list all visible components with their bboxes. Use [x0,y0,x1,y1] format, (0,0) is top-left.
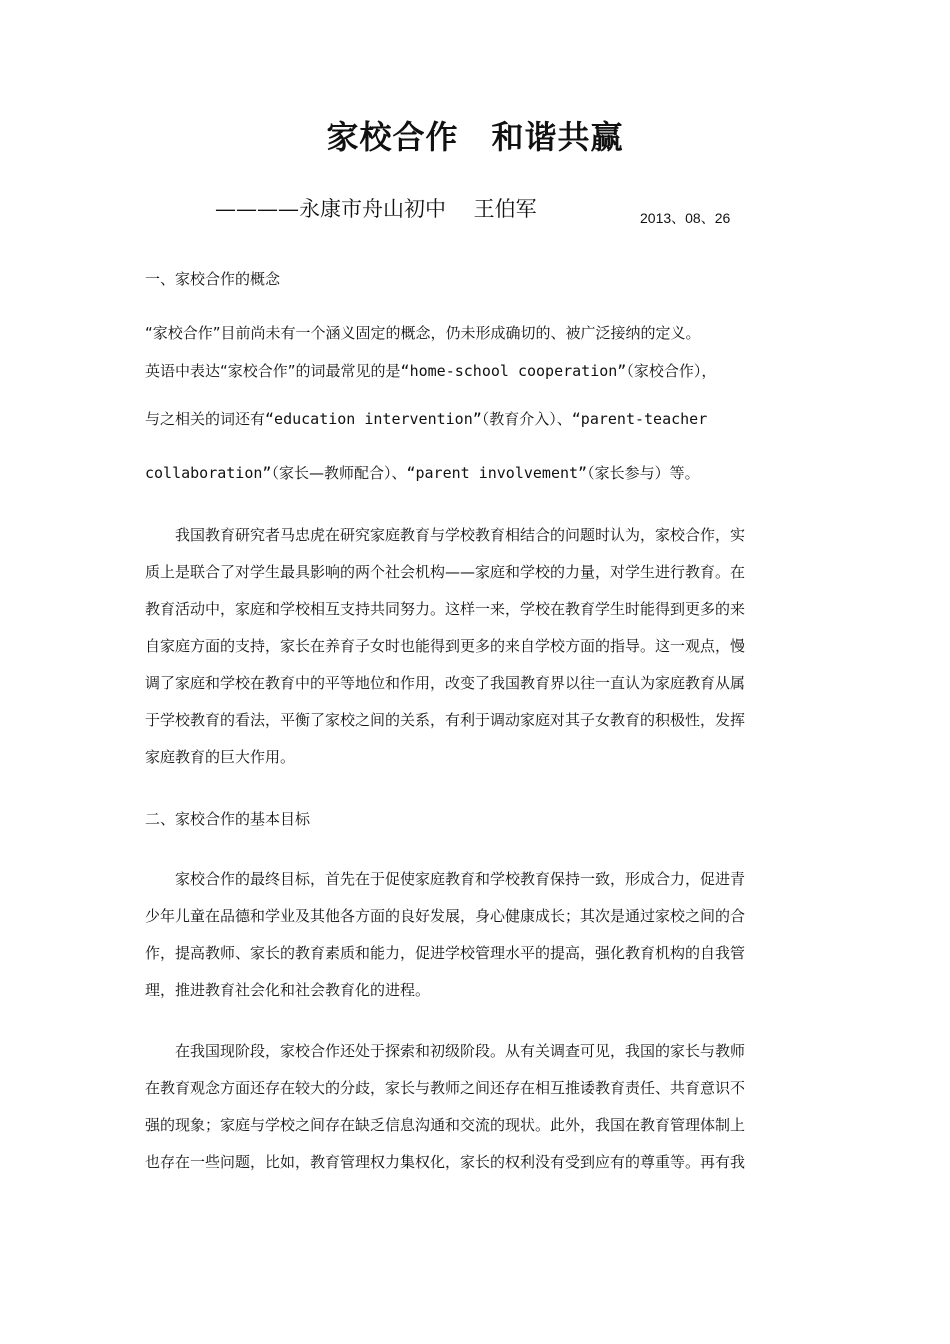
paragraph-2-line: 自家庭方面的支持，家长在养育子女时也能得到更多的来自学校方面的指导。这一观点，慢 [145,637,746,655]
paragraph-2-line: 教育活动中，家庭和学校相互支持共同努力。这样一来，学校在教育学生时能得到更多的来 [145,600,746,618]
english-term: collaboration” [145,464,272,482]
text-span: 英语中表达“家校合作”的词最常见的是 [145,362,401,380]
paragraph-2-line: 质上是联合了对学生最具影响的两个社会机构——家庭和学校的力量，对学生进行教育。在 [145,563,746,581]
paragraph-1-line [145,408,810,429]
english-term: “parent involvement” [406,464,588,482]
text-span: （教育介入）、 [481,410,572,428]
paragraph-4-line: 在我国现阶段，家校合作还处于探索和初级阶段。从有关调查可见，我国的家长与教师 [145,1042,746,1060]
paragraph-4-line: 强的现象；家庭与学校之间存在缺乏信息沟通和交流的现状。此外，我国在教育管理体制上 [145,1116,746,1134]
text-span: （家校合作）， [626,362,717,380]
author-byline: ————永康市舟山初中 王伯军 [215,197,537,221]
paragraph-1-line [145,360,810,381]
paragraph-3-line: 家校合作的最终目标，首先在于促使家庭教育和学校教育保持一致，形成合力，促进青 [145,870,746,888]
paragraph-2-line: 于学校教育的看法，平衡了家校之间的关系，有利于调动家庭对其子女教育的积极性，发挥 [145,711,746,729]
paragraph-4-line: 在教育观念方面还存在较大的分歧，家长与教师之间还存在相互推诿教育责任、共育意识不 [145,1079,746,1097]
document-title: 家校合作 和谐共赢 [326,118,624,156]
paragraph-2-line: 调了家庭和学校在教育中的平等地位和作用，改变了我国教育界以往一直认为家庭教育从属 [145,674,746,692]
paragraph-2-line: 我国教育研究者马忠虎在研究家庭教育与学校教育相结合的问题时认为，家校合作，实 [145,526,746,544]
english-term: “parent-teacher [571,410,708,428]
section-heading-1: 一、家校合作的概念 [145,270,281,288]
text-span: （家长—教师配合）、 [271,464,407,482]
text-span: 与之相关的词还有 [145,410,266,428]
english-term: “home-school cooperation” [400,362,627,380]
paragraph-3-line: 理，推进教育社会化和社会教育化的进程。 [145,981,431,999]
paragraph-1-line [145,462,810,483]
paragraph-4-line: 也存在一些问题，比如，教育管理权力集权化，家长的权利没有受到应有的尊重等。再有我 [145,1153,746,1171]
paragraph-3-line: 作，提高教师、家长的教育素质和能力，促进学校管理水平的提高，强化教育机构的自我管 [145,944,746,962]
paragraph-2-line: 家庭教育的巨大作用。 [145,748,296,766]
paragraph-1-line: “家校合作”目前尚未有一个涵义固定的概念，仍未形成确切的、被广泛接纳的定义。 [145,324,701,342]
text-span: （家长参与）等。 [587,464,700,482]
paragraph-3-line: 少年儿童在品德和学业及其他各方面的良好发展，身心健康成长；其次是通过家校之间的合 [145,907,746,925]
document-date: 2013、08、26 [640,210,731,226]
section-heading-2: 二、家校合作的基本目标 [145,810,311,828]
english-term: “education intervention” [265,410,482,428]
